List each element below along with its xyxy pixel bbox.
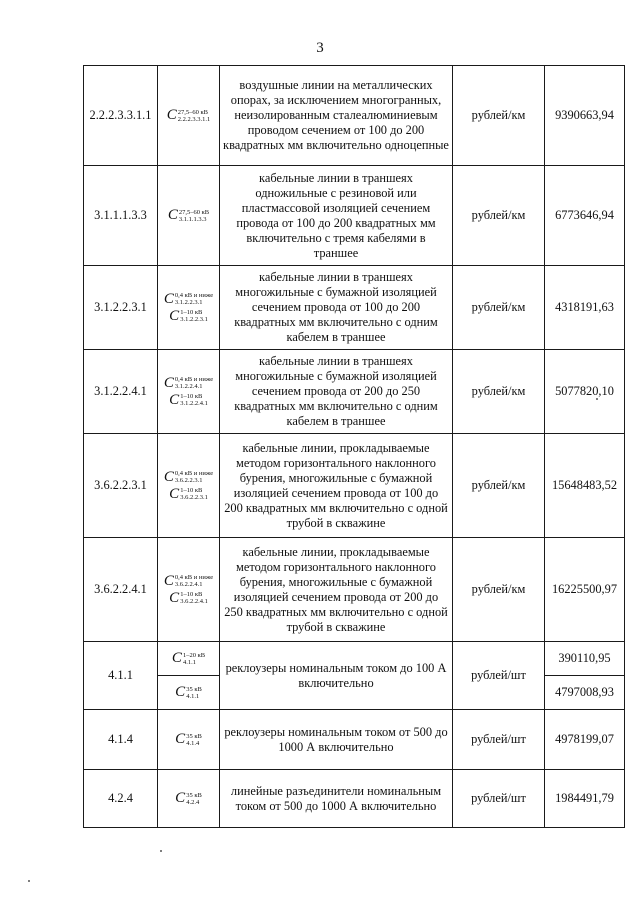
row-value: 1984491,79 bbox=[545, 770, 625, 828]
row-description: воздушные линии на металлических опорах, за исключением многогранных, неизолированным сталеалюминиевым проводом сечением от 100 до 200 квадратных мм включительно одноцепные bbox=[220, 66, 453, 166]
cost-formula: C 0,4 кВ и ниже 3.1.2.2.4.1 bbox=[163, 374, 214, 391]
row-formula-cell bbox=[158, 66, 220, 166]
scan-speck bbox=[28, 880, 30, 882]
tariff-table-body bbox=[84, 66, 625, 828]
row-formula-cell bbox=[158, 642, 220, 676]
cost-formula: C 1–10 кВ 3.1.2.2.3.1 bbox=[169, 307, 208, 324]
row-unit: рублей/км bbox=[453, 434, 545, 538]
row-description: линейные разъединители номинальным током от 500 до 1000 А включительно bbox=[220, 770, 453, 828]
row-code: 4.2.4 bbox=[84, 770, 158, 828]
row-description: реклоузеры номинальным током до 100 А включительно bbox=[220, 642, 453, 710]
cost-formula: C 35 кВ 4.2.4 bbox=[175, 790, 202, 806]
row-formula-cell bbox=[158, 538, 220, 642]
row-code: 3.6.2.2.4.1 bbox=[84, 538, 158, 642]
row-code: 2.2.2.3.3.1.1 bbox=[84, 66, 158, 166]
row-description: кабельные линии в траншеях многожильные с бумажной изоляцией сечением провода от 100 до 200 квадратных мм включительно с одним кабелем в траншее bbox=[220, 266, 453, 350]
row-description: реклоузеры номинальным током от 500 до 1000 А включительно bbox=[220, 710, 453, 770]
row-formula-cell bbox=[158, 266, 220, 350]
row-unit: рублей/км bbox=[453, 66, 545, 166]
table-row bbox=[84, 770, 625, 828]
row-formula-cell bbox=[158, 166, 220, 266]
row-value: 9390663,94 bbox=[545, 66, 625, 166]
row-value: 4797008,93 bbox=[545, 676, 625, 710]
cost-formula: C 27,5–60 кВ 2.2.2.3.3.1.1 bbox=[166, 107, 211, 123]
row-value: 390110,95 bbox=[545, 642, 625, 676]
row-code: 3.6.2.2.3.1 bbox=[84, 434, 158, 538]
table-row bbox=[84, 166, 625, 266]
row-unit: рублей/шт bbox=[453, 642, 545, 710]
row-unit: рублей/км bbox=[453, 166, 545, 266]
cost-formula: C 1–10 кВ 3.1.2.2.4.1 bbox=[169, 391, 208, 408]
scan-speck bbox=[596, 398, 598, 400]
row-code: 4.1.4 bbox=[84, 710, 158, 770]
row-formula-cell bbox=[158, 434, 220, 538]
row-unit: рублей/шт bbox=[453, 710, 545, 770]
row-value: 15648483,52 bbox=[545, 434, 625, 538]
table-row bbox=[84, 66, 625, 166]
tariff-table bbox=[83, 65, 625, 828]
row-description: кабельные линии в траншеях многожильные с бумажной изоляцией сечением провода от 200 до 250 квадратных мм включительно с одним кабелем в траншее bbox=[220, 350, 453, 434]
row-value: 4978199,07 bbox=[545, 710, 625, 770]
page-number: 3 bbox=[316, 40, 324, 56]
row-description: кабельные линии, прокладываемые методом горизонтального наклонного бурения, многожильные с бумажной изоляцией сечением провода от 200 до 250 квадратных мм включительно с одной трубой в скважине bbox=[220, 538, 453, 642]
row-formula-cell bbox=[158, 710, 220, 770]
row-code: 3.1.2.2.3.1 bbox=[84, 266, 158, 350]
cost-formula: C 27,5–60 кВ 3.1.1.1.3.3 bbox=[167, 207, 210, 223]
row-value: 16225500,97 bbox=[545, 538, 625, 642]
cost-formula: C 1–10 кВ 3.6.2.2.4.1 bbox=[169, 589, 208, 606]
cost-formula: C 1–10 кВ 3.6.2.2.3.1 bbox=[169, 485, 208, 502]
row-code: 4.1.1 bbox=[84, 642, 158, 710]
row-description: кабельные линии, прокладываемые методом горизонтального наклонного бурения, многожильные с бумажной изоляцией сечением провода от 100 до 200 квадратных мм включительно с одной трубой в скважине bbox=[220, 434, 453, 538]
cost-formula: C 35 кВ 4.1.1 bbox=[175, 684, 202, 700]
row-unit: рублей/км bbox=[453, 350, 545, 434]
row-description: кабельные линии в траншеях одножильные с резиновой или пластмассовой изоляцией сечением провода от 100 до 200 квадратных мм включительно с тремя кабелями в траншее bbox=[220, 166, 453, 266]
cost-formula: C 0,4 кВ и ниже 3.1.2.2.3.1 bbox=[163, 290, 214, 307]
row-code: 3.1.1.1.3.3 bbox=[84, 166, 158, 266]
table-row bbox=[84, 642, 625, 676]
cost-formula: C 35 кВ 4.1.4 bbox=[175, 731, 202, 747]
row-formula-cell bbox=[158, 770, 220, 828]
row-unit: рублей/шт bbox=[453, 770, 545, 828]
row-formula-cell bbox=[158, 676, 220, 710]
row-value: 4318191,63 bbox=[545, 266, 625, 350]
cost-formula: C 0,4 кВ и ниже 3.6.2.2.4.1 bbox=[163, 572, 214, 589]
row-unit: рублей/км bbox=[453, 538, 545, 642]
row-unit: рублей/км bbox=[453, 266, 545, 350]
row-formula-cell bbox=[158, 350, 220, 434]
table-row bbox=[84, 538, 625, 642]
scan-speck bbox=[160, 850, 162, 852]
table-row bbox=[84, 710, 625, 770]
table-row bbox=[84, 266, 625, 350]
cost-formula: C 1–20 кВ 4.1.1 bbox=[171, 650, 206, 666]
row-value: 5077820,10 bbox=[545, 350, 625, 434]
table-row bbox=[84, 350, 625, 434]
row-code: 3.1.2.2.4.1 bbox=[84, 350, 158, 434]
table-row bbox=[84, 434, 625, 538]
row-value: 6773646,94 bbox=[545, 166, 625, 266]
cost-formula: C 0,4 кВ и ниже 3.6.2.2.3.1 bbox=[163, 468, 214, 485]
